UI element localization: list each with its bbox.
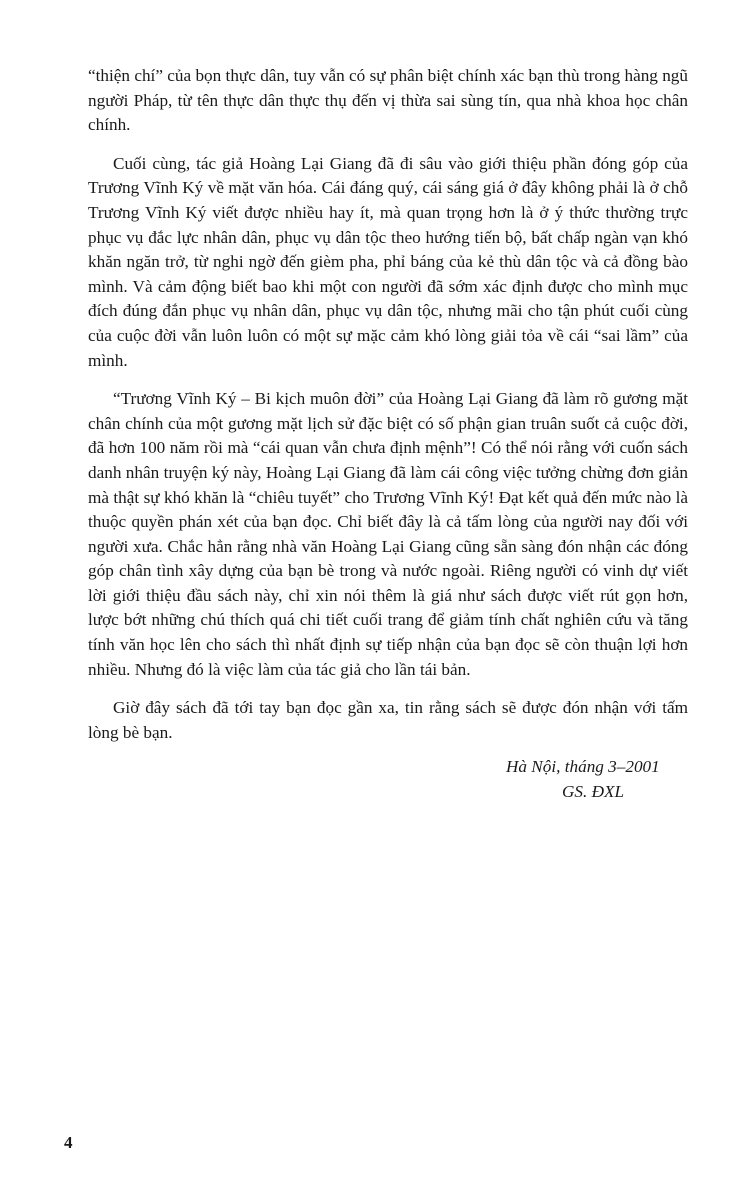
paragraph-cultural-contribution: Cuối cùng, tác giả Hoàng Lại Giang đã đi sâu vào giới thiệu phần đóng góp của Trương Vĩnh Ký về mặt văn hóa. Cái đáng quý, cái sáng giá ở đây không phải là ở chỗ Trương Vĩnh Ký viết được nhiều hay ít, mà quan trọng hơn là ở ý thức thường trực phục vụ đắc lực nhân dân, phục vụ dân tộc theo hướng tiến bộ, bất chấp ngàn vạn khó khăn ngăn trở, từ nghi ngờ đến gièm pha, phỉ báng của kẻ thù dân tộc và cả đồng bào mình. Và cảm động biết bao khi một con người đã sớm xác định được cho mình mục đích đúng đắn phục vụ nhân dân, phục vụ dân tộc, nhưng mãi cho tận phút cuối cùng của cuộc đời vẫn luôn luôn có một sự mặc cảm khó lòng giải tỏa về cái “sai lầm” của mình. <box>88 153 688 370</box>
paragraph-continuation: “thiện chí” của bọn thực dân, tuy vẫn có sự phân biệt chính xác bạn thù trong hàng ngũ người Pháp, từ tên thực dân thực thụ đến vị thừa sai sùng tín, qua nhà khoa học chân chính. <box>88 66 688 135</box>
body-text <box>88 64 688 805</box>
paragraph-book-assessment: “Trương Vĩnh Ký – Bi kịch muôn đời” của Hoàng Lại Giang đã làm rõ gương mặt chân chính của một gương mặt lịch sử đặc biệt có số phận gian truân suốt cả cuộc đời, đã hơn 100 năm rồi mà “cái quan vẫn chưa định mệnh”! Có thể nói rằng với cuốn sách danh nhân truyện ký này, Hoàng Lại Giang đã làm cái công việc tưởng chừng đơn giản mà thật sự khó khăn là “chiêu tuyết” cho Trương Vĩnh Ký! Đạt kết quả đến mức nào là thuộc quyền phán xét của bạn đọc. Chỉ biết đây là cả tấm lòng của người nay đối với người xưa. Chắc hẳn rằng nhà văn Hoàng Lại Giang cũng sẵn sàng đón nhận các đóng góp chân tình xây dựng của bạn bè trong và nước ngoài. Riêng người có vinh dự viết lời giới thiệu đầu sách này, chỉ xin nói thêm là giá như sách được viết rút gọn hơn, lược bớt những chú thích quá chi tiết cuối trang để giảm tính chất nghiên cứu và tăng tính văn học lên cho sách thì nhất định sự tiếp nhận của bạn đọc sẽ còn thuận lợi hơn nhiều. Nhưng đó là việc làm của tác giả cho lần tái bản. <box>88 389 688 679</box>
signature-block <box>88 755 688 804</box>
paragraph-closing: Giờ đây sách đã tới tay bạn đọc gần xa, tin rằng sách sẽ được đón nhận với tấm lòng bè bạn. <box>88 698 688 742</box>
signature-author: GS. ĐXL <box>562 782 625 802</box>
signature-place-date: Hà Nội, tháng 3–2001 <box>506 757 660 777</box>
page-number: 4 <box>64 1133 73 1152</box>
